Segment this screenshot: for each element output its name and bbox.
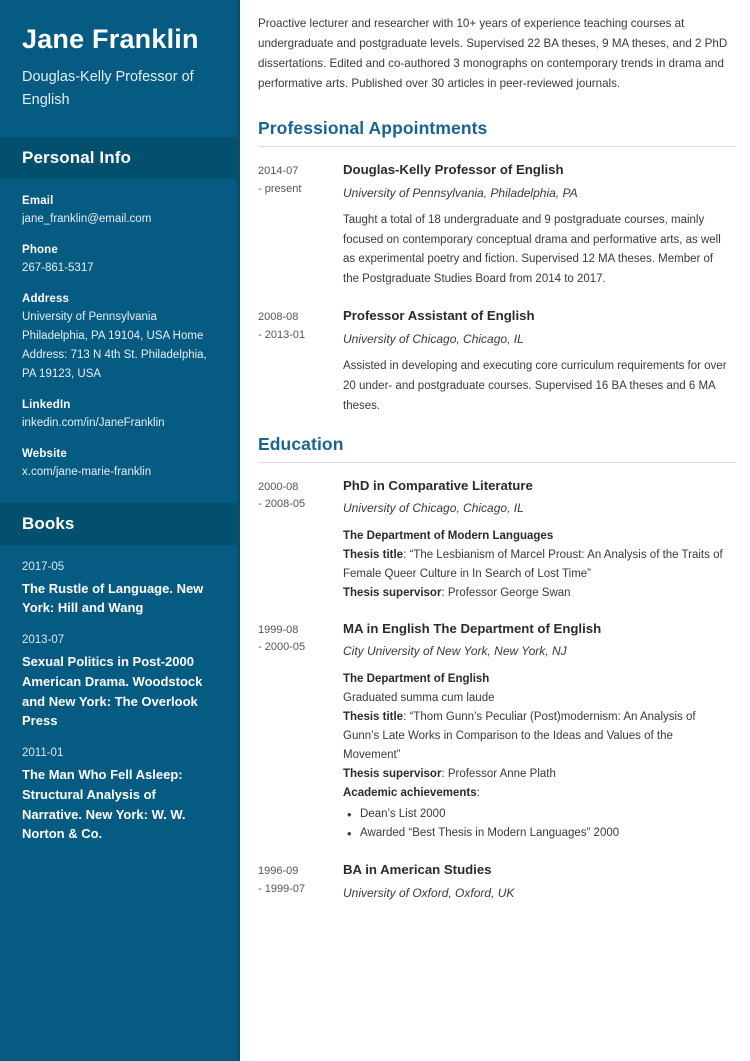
personal-info-list [0,179,237,503]
entry-organization: City University of New York, New York, NJ [343,644,567,659]
entry-description: Taught a total of 18 undergraduate and 9 postgraduate courses, mainly focused on contemporary conceptual drama and performative arts, as well as experimental poetry and fiction. Supervised 12 MA theses. Member of the Postgraduate Studies Board from 2014 to 2017. [343,213,721,286]
date-end: - present [258,182,302,195]
thesis-title-label: Thesis title [343,548,404,561]
entry-organization: University of Chicago, Chicago, IL [343,501,524,516]
info-item-email [22,195,215,229]
appointment-entry [258,307,736,417]
info-label: Website [22,447,67,460]
info-value[interactable]: jane_franklin@email.com [22,212,152,225]
entry-thesis-title [343,546,732,584]
section-heading: Education [258,433,344,454]
entry-title: Professor Assistant of English [343,308,535,324]
education-entry [258,620,736,845]
entry-organization: University of Chicago, Chicago, IL [343,331,524,346]
entry-organization: University of Oxford, Oxford, UK [343,885,515,900]
entry-department: The Department of Modern Languages [343,529,554,542]
entry-title: PhD in Comparative Literature [343,477,533,493]
info-label: Phone [22,243,58,256]
supervisor-label: Thesis supervisor [343,767,442,780]
section-professional-appointments [258,118,736,417]
entry-thesis-title [343,708,732,765]
section-heading: Professional Appointments [258,117,488,138]
entry-date-range [258,620,343,845]
book-item [22,634,215,731]
achievement-item: • Dean’s List 2000 [343,805,732,825]
entry-thesis-supervisor [343,765,732,784]
date-start: 2000-08 [258,480,299,493]
date-start: 2008-08 [258,311,299,324]
info-item-phone [22,244,215,278]
entry-organization: University of Pennsylvania, Philadelphia, PA [343,185,578,200]
info-item-website [22,448,215,482]
entry-body [343,307,736,417]
book-item [22,747,215,844]
appointment-entry [258,161,736,290]
info-value: University of Pennsylvania Philadelphia, PA 19104, USA Home Address: 713 N 4th St. Philadelphia, PA 19123, USA [22,310,207,380]
personal-info-header [0,137,237,179]
info-label: Email [22,194,54,207]
sidebar-header [0,0,237,137]
book-title: The Man Who Fell Asleep: Structural Analysis of Narrative. New York: W. W. Norton & Co. [22,767,186,842]
date-start: 1999-08 [258,623,299,636]
info-item-linkedin [22,399,215,433]
entry-department: The Department of English [343,672,490,685]
personal-info-heading: Personal Info [22,147,131,167]
section-divider [258,146,736,147]
achievements-suffix: : [476,786,480,799]
info-item-address [22,293,215,384]
thesis-title-value: : “The Lesbianism of Marcel Proust: An Analysis of the Traits of Female Queer Culture in In Search of Lost Time” [343,548,723,580]
date-end: - 1999-07 [258,882,306,895]
info-value[interactable]: x.com/jane-marie-franklin [22,465,152,478]
book-date: 2017-05 [22,560,65,573]
date-end: - 2008-05 [258,498,306,511]
entry-graduation-note: Graduated summa cum laude [343,691,495,704]
books-header [0,503,237,545]
entry-thesis-supervisor [343,584,732,603]
book-date: 2011-01 [22,747,64,760]
achievements-list [343,805,732,845]
entry-date-range [258,307,343,417]
entry-date-range [258,861,343,911]
entry-title: MA in English The Department of English [343,620,602,636]
entry-title: Douglas-Kelly Professor of English [343,161,564,177]
candidate-role: Douglas-Kelly Professor of English [22,69,194,108]
entry-body [343,161,736,290]
achievements-label: Academic achievements [343,786,477,799]
professional-summary: Proactive lecturer and researcher with 10+ years of experience teaching courses at undergraduate and postgraduate levels. Supervised 22 BA theses, 9 MA theses, and 2 PhD dissertations. Edited and co-authored 3 monographs on contemporary trends in drama and performative arts. Published over 30 articles in peer-reviewed journals. [258,17,728,90]
entry-date-range [258,161,343,290]
sidebar [0,0,240,1061]
education-entry [258,861,736,911]
entry-title: BA in American Studies [343,862,492,878]
entry-body [343,477,736,603]
supervisor-value: : Professor George Swan [441,586,571,599]
section-divider [258,462,736,463]
books-heading: Books [22,513,75,533]
supervisor-value: : Professor Anne Plath [441,767,556,780]
entry-body [343,620,736,845]
book-title: Sexual Politics in Post-2000 American Drama. Woodstock and New York: The Overlook Press [22,654,203,729]
info-label: Address [22,292,70,305]
book-item [22,561,215,619]
book-title: The Rustle of Language. New York: Hill and Wang [22,580,204,616]
thesis-title-label: Thesis title [343,710,404,723]
supervisor-label: Thesis supervisor [343,586,442,599]
main-content [240,0,750,1061]
date-start: 2014-07 [258,164,299,177]
date-start: 1996-09 [258,865,299,878]
entry-date-range [258,477,343,603]
section-education [258,434,736,912]
date-end: - 2000-05 [258,641,306,654]
info-value[interactable]: 267-861-5317 [22,261,94,274]
achievement-item: • Awarded “Best Thesis in Modern Languages” 2000 [343,824,732,844]
date-end: - 2013-01 [258,328,306,341]
thesis-title-value: : “Thom Gunn’s Peculiar (Post)modernism: An Analysis of Gunn’s Late Works in Comparison to the Ideas and Values of the Movement” [343,710,696,761]
education-entry [258,477,736,603]
books-list [0,545,237,867]
book-date: 2013-07 [22,634,65,647]
entry-achievements-label [343,784,732,803]
info-label: LinkedIn [22,398,71,411]
entry-body [343,861,736,911]
entry-description: Assisted in developing and executing core curriculum requirements for over 20 under- and postgraduate courses. Supervised 16 BA theses and 6 MA theses. [343,360,727,412]
candidate-name: Jane Franklin [22,24,199,54]
info-value[interactable]: inkedin.com/in/JaneFranklin [22,416,165,429]
